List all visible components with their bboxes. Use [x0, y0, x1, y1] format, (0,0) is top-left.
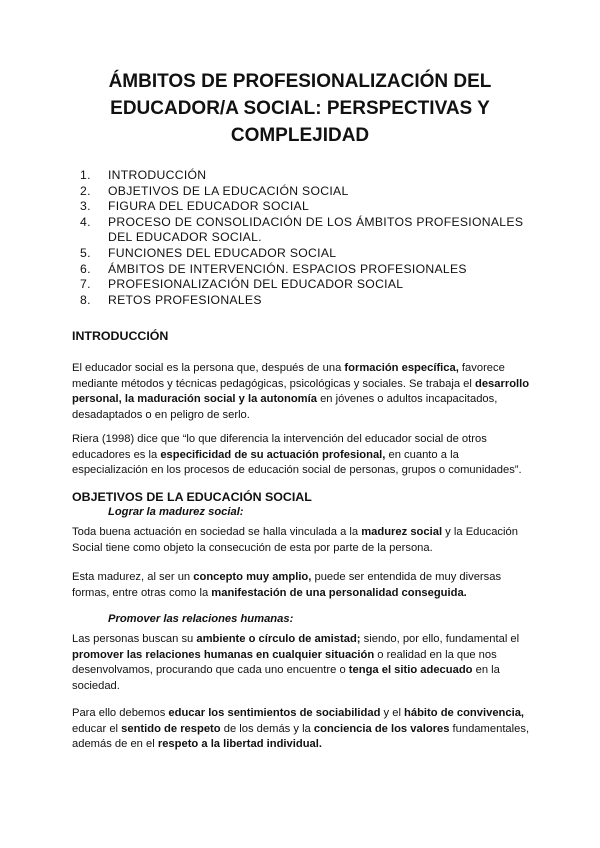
intro-paragraph-1 [72, 361, 532, 423]
text-run: Para ello debemos [72, 707, 169, 719]
toc-item-number: 3. [80, 199, 91, 214]
text-run: o realidad en la que nos desenvolvamos, procurando que cada uno encuentre o [72, 648, 497, 677]
text-run: puede ser entendida de muy diversas formas, entre otras como la [72, 571, 502, 599]
toc-item [80, 215, 540, 246]
bold-text: hábito de convivencia, [404, 707, 525, 719]
objetivos-paragraph-2 [72, 570, 532, 601]
toc-item-number: 2. [80, 183, 91, 198]
toc-item-text: PROCESO DE CONSOLIDACIÓN DE LOS ÁMBITOS PROFESIONALES DEL EDUCADOR SOCIAL. [108, 214, 524, 245]
bold-text: educar los sentimientos de sociabilidad [168, 707, 381, 719]
toc-item [80, 199, 540, 215]
text-run: de los demás y la [220, 722, 314, 735]
table-of-contents [80, 168, 540, 308]
text-run: Esta madurez, al ser un [72, 571, 194, 583]
toc-item-text: PROFESIONALIZACIÓN DEL EDUCADOR SOCIAL [108, 277, 404, 292]
text-run: Riera (1998) dice que “lo que diferencia la intervención del educador social de otros educadores es la [72, 433, 487, 461]
text-run: Las personas buscan su [72, 633, 197, 645]
intro-paragraph-2 [72, 432, 532, 479]
toc-item [80, 293, 540, 309]
toc-item-number: 1. [80, 168, 91, 182]
toc-item-text: RETOS PROFESIONALES [108, 292, 262, 307]
subheading-relaciones-humanas: Promover las relaciones humanas: [108, 613, 294, 625]
bold-text: concepto muy amplio, [193, 571, 312, 583]
toc-item-number: 6. [80, 261, 91, 276]
text-run: en jóvenes o adultos incapacitados, desadaptados o en peligro de serlo. [72, 393, 498, 421]
objetivos-paragraph-1 [72, 525, 532, 556]
bold-text: respeto a la libertad individual. [157, 738, 322, 751]
text-run: y la Educación Social tiene como objeto la consecución de esta por parte de la persona. [72, 526, 518, 554]
text-run: y el [380, 707, 405, 719]
bold-text: promover las relaciones humanas en cualquier situación [72, 648, 375, 661]
document-title: ÁMBITOS DE PROFESIONALIZACIÓN DEL EDUCADOR/A SOCIAL: PERSPECTIVAS Y COMPLEJIDAD [108, 71, 492, 146]
subheading-madurez-social: Lograr la madurez social: [108, 506, 244, 518]
text-run: favorece mediante métodos y técnicas pedagógicas, psicológicas y sociales. Se trabaja el [72, 362, 505, 390]
bold-text: especificidad de su actuación profesional, [160, 448, 386, 461]
toc-item [80, 184, 540, 200]
text-run: en cuanto a la especialización en los procesos de educación social de personas, grupos o comunidades”. [72, 448, 522, 477]
text-run: El educador social es la persona que, después de una [72, 362, 345, 374]
bold-text: sentido de respeto [121, 722, 221, 735]
toc-item-text: ÁMBITOS DE INTERVENCIÓN. ESPACIOS PROFESIONALES [108, 261, 467, 276]
text-run: fundamentales, además de en el [72, 722, 530, 751]
toc-item-text: INTRODUCCIÓN [108, 168, 207, 182]
text-run: siendo, por ello, fundamental el [360, 633, 520, 645]
objetivos-paragraph-4 [72, 706, 532, 753]
toc-item-text: FIGURA DEL EDUCADOR SOCIAL [108, 199, 310, 214]
toc-item-number: 5. [80, 245, 91, 260]
toc-item [80, 168, 540, 184]
text-run: educar el [72, 722, 122, 735]
bold-text: manifestación de una personalidad conseguida. [211, 586, 467, 599]
toc-item [80, 262, 540, 278]
toc-item-number: 4. [80, 214, 91, 229]
text-run: Toda buena actuación en sociedad se halla vinculada a la [72, 526, 362, 538]
section-heading-introduccion: INTRODUCCIÓN [72, 329, 169, 343]
toc-item-number: 7. [80, 277, 91, 292]
toc-item-text: FUNCIONES DEL EDUCADOR SOCIAL [108, 245, 337, 260]
text-run: en la sociedad. [72, 664, 500, 692]
bold-text: conciencia de los valores [313, 722, 450, 735]
bold-text: tenga el sitio adecuado [348, 664, 473, 677]
toc-item [80, 246, 540, 262]
section-heading-objetivos: OBJETIVOS DE LA EDUCACIÓN SOCIAL [72, 490, 312, 504]
bold-text: desarrollo personal, la maduración social y la autonomía [72, 377, 530, 406]
toc-item [80, 277, 540, 293]
toc-item-number: 8. [80, 292, 91, 307]
objetivos-paragraph-3 [72, 632, 532, 694]
bold-text: formación específica, [344, 362, 459, 374]
bold-text: ambiente o círculo de amistad; [196, 633, 361, 645]
toc-item-text: OBJETIVOS DE LA EDUCACIÓN SOCIAL [108, 183, 349, 198]
bold-text: madurez social [361, 526, 443, 538]
